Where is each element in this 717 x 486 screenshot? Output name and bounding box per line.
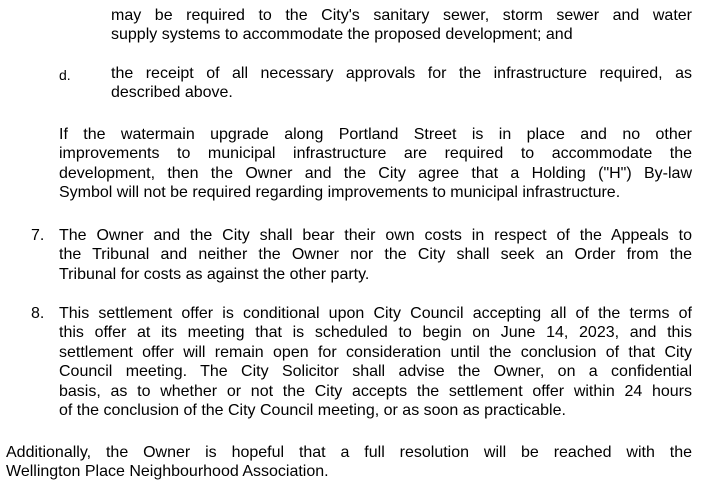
text-line: the receipt of all necessary approvals for the infrastructure required, as (111, 65, 692, 82)
text-line: development, then the Owner and the City agree that a Holding ("H") By-law (59, 164, 692, 182)
item-7-marker: 7. (31, 227, 45, 244)
text-line: described above. (111, 84, 233, 102)
text-line: may be required to the City's sanitary sewer, storm sewer and water (111, 7, 692, 24)
text-line: basis, as to whether or not the City accepts the settlement offer within 24 hours (59, 382, 692, 400)
item-c-continuation (111, 6, 692, 45)
text-line: This settlement offer is conditional upon City Council accepting all of the terms of (59, 305, 692, 322)
item-d-marker: d. (59, 67, 71, 83)
item-8-marker: 8. (31, 305, 45, 322)
holding-symbol-paragraph (59, 125, 692, 203)
text-line: improvements to municipal infrastructure are required to accommodate the (59, 145, 692, 163)
item-d-text (111, 64, 692, 103)
closing-paragraph (6, 443, 692, 482)
text-line: Additionally, the Owner is hopeful that a full resolution will be reached with the (6, 444, 692, 461)
text-line: this offer at its meeting that is scheduled to begin on June 14, 2023, and this (59, 324, 692, 342)
text-line: supply systems to accommodate the proposed development; and (111, 26, 573, 44)
text-line: settlement offer will remain open for consideration until the conclusion of that City (59, 343, 692, 361)
text-line: The Owner and the City shall bear their own costs in respect of the Appeals to (59, 227, 692, 244)
text-line: Tribunal for costs as against the other party. (59, 265, 370, 283)
text-line: of the conclusion of the City Council meeting, or as soon as practicable. (59, 402, 566, 420)
text-line: Council meeting. The City Solicitor shall advise the Owner, on a confidential (59, 363, 692, 381)
text-line: If the watermain upgrade along Portland Street is in place and no other (59, 126, 692, 143)
item-7-text (59, 226, 692, 284)
text-line: Symbol will not be required regarding improvements to municipal infrastructure. (59, 184, 621, 202)
text-line: Wellington Place Neighbourhood Association. (6, 463, 329, 481)
text-line: the Tribunal and neither the Owner nor the City shall seek an Order from the (59, 246, 692, 264)
item-8-text (59, 304, 692, 420)
